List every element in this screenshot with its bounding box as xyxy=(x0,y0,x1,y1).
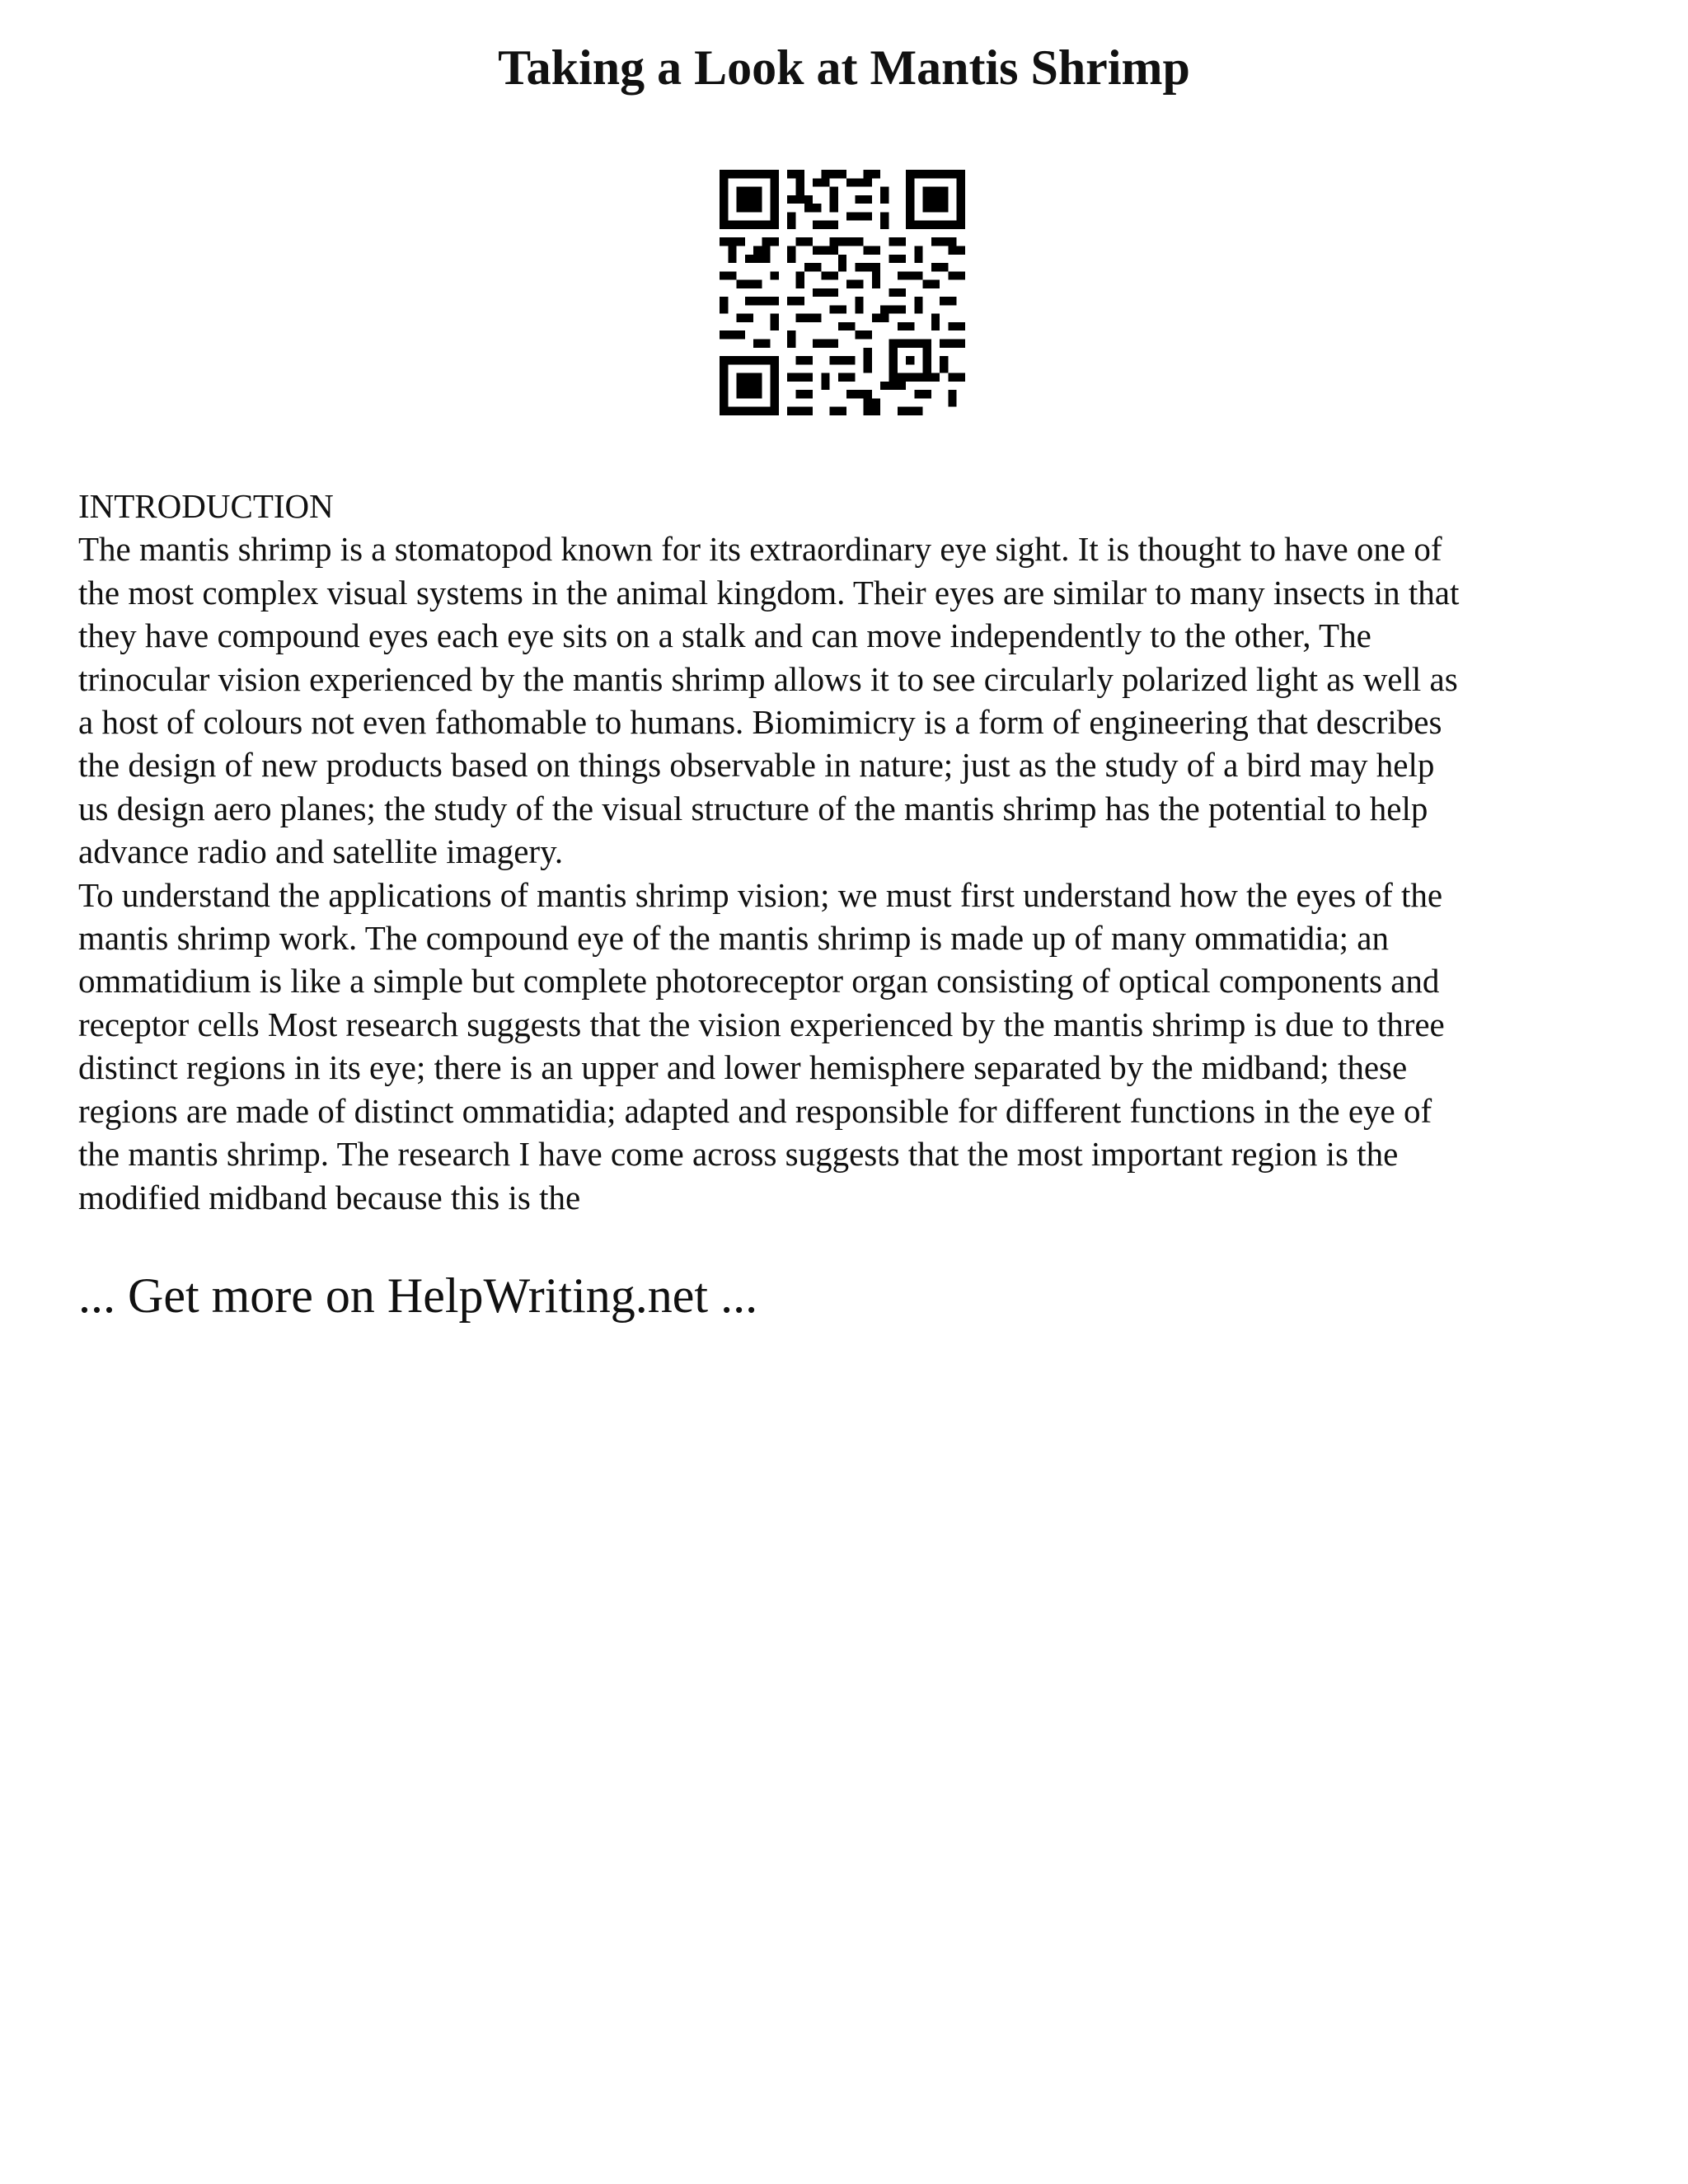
body-line: mantis shrimp work. The compound eye of the mantis shrimp is made up of many ommatidia; an xyxy=(78,919,1389,958)
page-title: Taking a Look at Mantis Shrimp xyxy=(498,40,1190,95)
body-line: regions are made of distinct ommatidia; adapted and responsible for different functions in the eye of xyxy=(78,1091,1432,1130)
body-line: receptor cells Most research suggests that the vision experienced by the mantis shrimp is due to three xyxy=(78,1005,1445,1043)
qr-code-icon xyxy=(720,170,965,415)
body-line: modified midband because this is the xyxy=(78,1178,581,1216)
get-more-link[interactable]: ... Get more on HelpWriting.net ... xyxy=(78,1268,758,1323)
body-line: ommatidium is like a simple but complete photoreceptor organ consisting of optical components and xyxy=(78,962,1440,1001)
body-line: a host of colours not even fathomable to humans. Biomimicry is a form of engineering that describes xyxy=(78,703,1442,742)
body-line: the design of new products based on things observable in nature; just as the study of a bird may help xyxy=(78,746,1435,785)
body-line: distinct regions in its eye; there is an upper and lower hemisphere separated by the midband; these xyxy=(78,1048,1408,1087)
body-line: advance radio and satellite imagery. xyxy=(78,832,564,871)
body-line: us design aero planes; the study of the visual structure of the mantis shrimp has the potential to help xyxy=(78,789,1428,827)
body-line: the mantis shrimp. The research I have come across suggests that the most important region is the xyxy=(78,1135,1399,1174)
body-line: The mantis shrimp is a stomatopod known for its extraordinary eye sight. It is thought to have one of xyxy=(78,530,1442,569)
section-heading: INTRODUCTION xyxy=(78,487,334,525)
body-line: To understand the applications of mantis shrimp vision; we must first understand how the eyes of the xyxy=(78,875,1443,914)
body-line: trinocular vision experienced by the mantis shrimp allows it to see circularly polarized light as well as xyxy=(78,659,1458,698)
body-line: they have compound eyes each eye sits on a stalk and can move independently to the other, The xyxy=(78,616,1372,655)
body-line: the most complex visual systems in the animal kingdom. Their eyes are similar to many insects in that xyxy=(78,573,1460,612)
article-body xyxy=(78,485,1628,1219)
